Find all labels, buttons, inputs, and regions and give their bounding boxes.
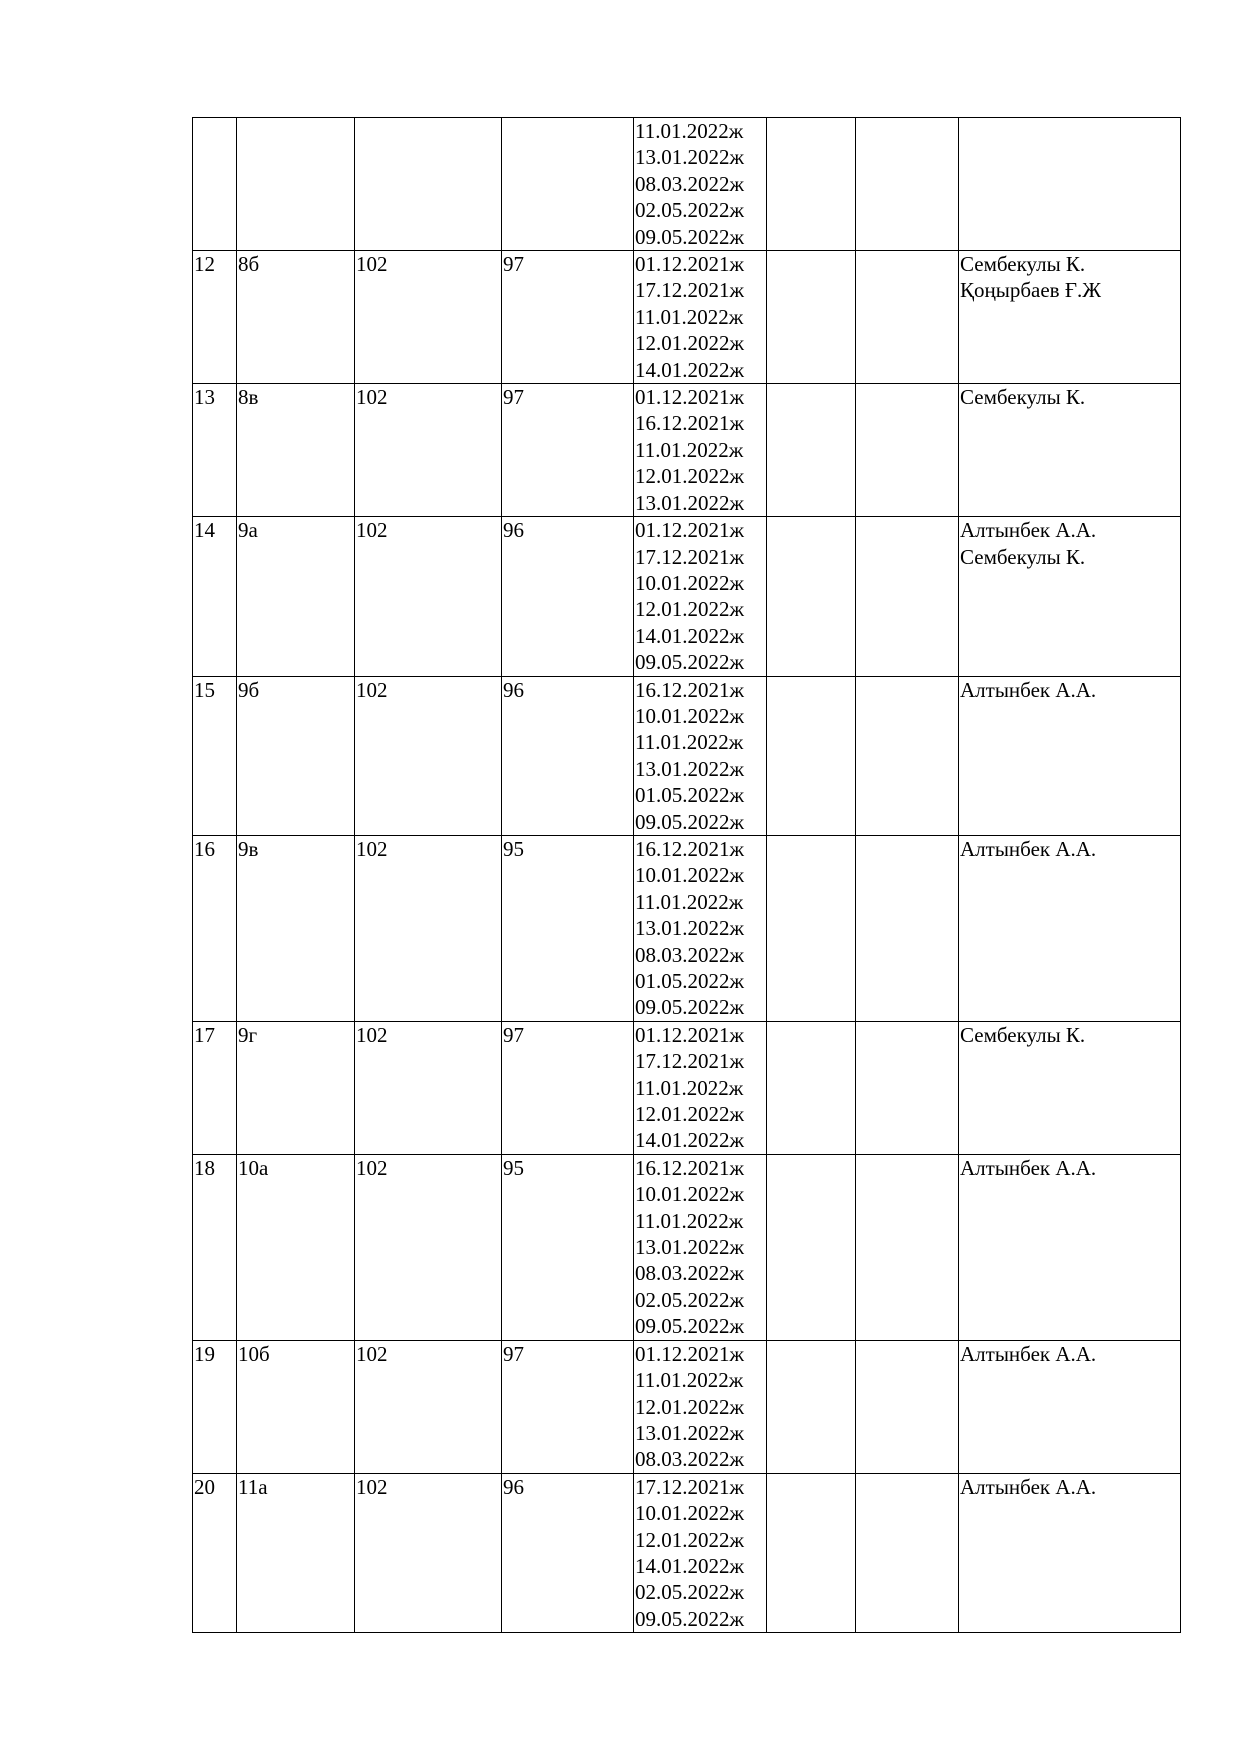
row-number-cell: 14 bbox=[193, 517, 237, 676]
dates-cell bbox=[634, 1154, 767, 1340]
date-line: 09.05.2022ж bbox=[635, 995, 745, 1020]
date-line: 13.01.2022ж bbox=[635, 756, 745, 781]
teacher-name: Алтынбек А.А. bbox=[960, 677, 1097, 702]
planned-count-cell: 102 bbox=[355, 676, 502, 835]
table-row bbox=[193, 835, 1181, 1021]
class-cell: 8в bbox=[237, 384, 355, 517]
empty-cell-1 bbox=[767, 1340, 856, 1473]
date-line: 09.05.2022ж bbox=[635, 224, 745, 249]
dates-cell bbox=[634, 384, 767, 517]
dates-cell bbox=[634, 676, 767, 835]
teacher-name: Сембекулы К. bbox=[960, 544, 1086, 569]
table-row bbox=[193, 1340, 1181, 1473]
table-row bbox=[193, 517, 1181, 676]
date-line: 13.01.2022ж bbox=[635, 490, 745, 515]
empty-cell-2 bbox=[856, 835, 959, 1021]
date-line: 11.01.2022ж bbox=[635, 304, 744, 329]
actual-count-cell: 96 bbox=[502, 517, 634, 676]
date-line: 16.12.2021ж bbox=[635, 677, 745, 702]
teacher-name: Сембекулы К. bbox=[960, 1022, 1086, 1047]
date-line: 01.12.2021ж bbox=[635, 252, 745, 277]
planned-count-cell: 102 bbox=[355, 835, 502, 1021]
teachers-cell bbox=[959, 1473, 1181, 1632]
date-line: 11.01.2022ж bbox=[635, 1075, 744, 1100]
date-line: 09.05.2022ж bbox=[635, 650, 745, 675]
date-line: 10.01.2022ж bbox=[635, 1501, 745, 1526]
date-line: 09.05.2022ж bbox=[635, 1606, 745, 1631]
dates-cell bbox=[634, 1340, 767, 1473]
date-line: 11.01.2022ж bbox=[635, 889, 744, 914]
date-line: 14.01.2022ж bbox=[635, 1128, 745, 1153]
planned-count-cell: 102 bbox=[355, 517, 502, 676]
date-line: 10.01.2022ж bbox=[635, 1182, 745, 1207]
class-cell bbox=[237, 118, 355, 251]
date-line: 10.01.2022ж bbox=[635, 703, 745, 728]
teacher-name: Алтынбек А.А. bbox=[960, 1474, 1097, 1499]
date-line: 12.01.2022ж bbox=[635, 1527, 745, 1552]
date-line: 01.05.2022ж bbox=[635, 783, 745, 808]
teacher-name: Алтынбек А.А. bbox=[960, 518, 1097, 543]
row-number-cell: 12 bbox=[193, 251, 237, 384]
row-number-cell: 19 bbox=[193, 1340, 237, 1473]
row-number-cell: 13 bbox=[193, 384, 237, 517]
class-cell: 9в bbox=[237, 835, 355, 1021]
date-line: 01.05.2022ж bbox=[635, 969, 745, 993]
date-line: 16.12.2021ж bbox=[635, 836, 745, 861]
row-number-cell bbox=[193, 118, 237, 251]
date-line: 11.01.2022ж bbox=[635, 119, 744, 143]
date-line: 11.01.2022ж bbox=[635, 1368, 744, 1393]
date-line: 17.12.2021ж bbox=[635, 1049, 745, 1074]
empty-cell-2 bbox=[856, 251, 959, 384]
planned-count-cell: 102 bbox=[355, 1021, 502, 1154]
class-cell: 8б bbox=[237, 251, 355, 384]
date-line: 17.12.2021ж bbox=[635, 278, 745, 303]
teacher-name: Қоңырбаев Ғ.Ж bbox=[960, 278, 1102, 303]
date-line: 11.01.2022ж bbox=[635, 1208, 744, 1233]
table-row bbox=[193, 384, 1181, 517]
date-line: 12.01.2022ж bbox=[635, 331, 745, 356]
date-line: 08.03.2022ж bbox=[635, 1447, 745, 1472]
table-row bbox=[193, 1154, 1181, 1340]
empty-cell-2 bbox=[856, 1340, 959, 1473]
date-line: 01.12.2021ж bbox=[635, 1341, 745, 1366]
teacher-name: Сембекулы К. bbox=[960, 252, 1086, 277]
empty-cell-1 bbox=[767, 1021, 856, 1154]
date-line: 02.05.2022ж bbox=[635, 1580, 745, 1605]
dates-cell bbox=[634, 835, 767, 1021]
date-line: 08.03.2022ж bbox=[635, 1261, 745, 1286]
row-number-cell: 15 bbox=[193, 676, 237, 835]
empty-cell-1 bbox=[767, 1473, 856, 1632]
date-line: 16.12.2021ж bbox=[635, 411, 745, 436]
date-line: 01.12.2021ж bbox=[635, 385, 745, 410]
class-cell: 11а bbox=[237, 1473, 355, 1632]
class-cell: 9а bbox=[237, 517, 355, 676]
date-line: 10.01.2022ж bbox=[635, 863, 745, 888]
date-line: 13.01.2022ж bbox=[635, 916, 745, 941]
date-line: 13.01.2022ж bbox=[635, 145, 745, 170]
class-cell: 9г bbox=[237, 1021, 355, 1154]
dates-cell bbox=[634, 1021, 767, 1154]
date-line: 08.03.2022ж bbox=[635, 171, 745, 196]
empty-cell-1 bbox=[767, 251, 856, 384]
actual-count-cell bbox=[502, 118, 634, 251]
date-line: 02.05.2022ж bbox=[635, 1287, 745, 1312]
date-line: 14.01.2022ж bbox=[635, 623, 745, 648]
empty-cell-2 bbox=[856, 676, 959, 835]
date-line: 02.05.2022ж bbox=[635, 198, 745, 223]
date-line: 13.01.2022ж bbox=[635, 1235, 745, 1260]
empty-cell-2 bbox=[856, 118, 959, 251]
empty-cell-2 bbox=[856, 1021, 959, 1154]
teacher-name: Сембекулы К. bbox=[960, 385, 1086, 410]
empty-cell-2 bbox=[856, 517, 959, 676]
empty-cell-1 bbox=[767, 835, 856, 1021]
actual-count-cell: 97 bbox=[502, 1340, 634, 1473]
date-line: 10.01.2022ж bbox=[635, 570, 745, 595]
row-number-cell: 17 bbox=[193, 1021, 237, 1154]
empty-cell-1 bbox=[767, 676, 856, 835]
teachers-cell bbox=[959, 118, 1181, 251]
date-line: 16.12.2021ж bbox=[635, 1155, 745, 1180]
teacher-name: Алтынбек А.А. bbox=[960, 836, 1097, 861]
planned-count-cell: 102 bbox=[355, 1340, 502, 1473]
table-row bbox=[193, 1021, 1181, 1154]
teachers-cell bbox=[959, 251, 1181, 384]
date-line: 11.01.2022ж bbox=[635, 437, 744, 462]
dates-cell bbox=[634, 517, 767, 676]
actual-count-cell: 95 bbox=[502, 835, 634, 1021]
date-line: 12.01.2022ж bbox=[635, 1394, 745, 1419]
teachers-cell bbox=[959, 1021, 1181, 1154]
class-cell: 9б bbox=[237, 676, 355, 835]
date-line: 14.01.2022ж bbox=[635, 1553, 745, 1578]
date-line: 14.01.2022ж bbox=[635, 357, 745, 382]
teachers-cell bbox=[959, 676, 1181, 835]
empty-cell-1 bbox=[767, 517, 856, 676]
table-row bbox=[193, 676, 1181, 835]
dates-cell bbox=[634, 1473, 767, 1632]
dates-cell bbox=[634, 251, 767, 384]
teachers-cell bbox=[959, 384, 1181, 517]
date-line: 11.01.2022ж bbox=[635, 730, 744, 755]
planned-count-cell: 102 bbox=[355, 251, 502, 384]
table-row bbox=[193, 251, 1181, 384]
empty-cell-1 bbox=[767, 118, 856, 251]
date-line: 01.12.2021ж bbox=[635, 1022, 745, 1047]
teachers-cell bbox=[959, 517, 1181, 676]
teacher-name: Алтынбек А.А. bbox=[960, 1155, 1097, 1180]
planned-count-cell bbox=[355, 118, 502, 251]
date-line: 12.01.2022ж bbox=[635, 464, 745, 489]
date-line: 12.01.2022ж bbox=[635, 1102, 745, 1127]
teachers-cell bbox=[959, 835, 1181, 1021]
empty-cell-1 bbox=[767, 384, 856, 517]
row-number-cell: 20 bbox=[193, 1473, 237, 1632]
empty-cell-2 bbox=[856, 1473, 959, 1632]
planned-count-cell: 102 bbox=[355, 1154, 502, 1340]
teachers-cell bbox=[959, 1340, 1181, 1473]
empty-cell-2 bbox=[856, 384, 959, 517]
date-line: 17.12.2021ж bbox=[635, 1474, 745, 1499]
actual-count-cell: 96 bbox=[502, 676, 634, 835]
schedule-table bbox=[192, 117, 1181, 1633]
table-row bbox=[193, 118, 1181, 251]
date-line: 17.12.2021ж bbox=[635, 544, 745, 569]
date-line: 09.05.2022ж bbox=[635, 1314, 745, 1339]
dates-cell bbox=[634, 118, 767, 251]
row-number-cell: 16 bbox=[193, 835, 237, 1021]
class-cell: 10а bbox=[237, 1154, 355, 1340]
empty-cell-1 bbox=[767, 1154, 856, 1340]
empty-cell-2 bbox=[856, 1154, 959, 1340]
date-line: 12.01.2022ж bbox=[635, 597, 745, 622]
class-cell: 10б bbox=[237, 1340, 355, 1473]
date-line: 13.01.2022ж bbox=[635, 1420, 745, 1445]
row-number-cell: 18 bbox=[193, 1154, 237, 1340]
actual-count-cell: 97 bbox=[502, 1021, 634, 1154]
teacher-name: Алтынбек А.А. bbox=[960, 1341, 1097, 1366]
date-line: 08.03.2022ж bbox=[635, 942, 745, 967]
date-line: 09.05.2022ж bbox=[635, 809, 745, 834]
actual-count-cell: 96 bbox=[502, 1473, 634, 1632]
actual-count-cell: 95 bbox=[502, 1154, 634, 1340]
actual-count-cell: 97 bbox=[502, 251, 634, 384]
planned-count-cell: 102 bbox=[355, 384, 502, 517]
table-row bbox=[193, 1473, 1181, 1632]
planned-count-cell: 102 bbox=[355, 1473, 502, 1632]
actual-count-cell: 97 bbox=[502, 384, 634, 517]
teachers-cell bbox=[959, 1154, 1181, 1340]
table-body bbox=[193, 118, 1181, 1633]
date-line: 01.12.2021ж bbox=[635, 518, 745, 543]
